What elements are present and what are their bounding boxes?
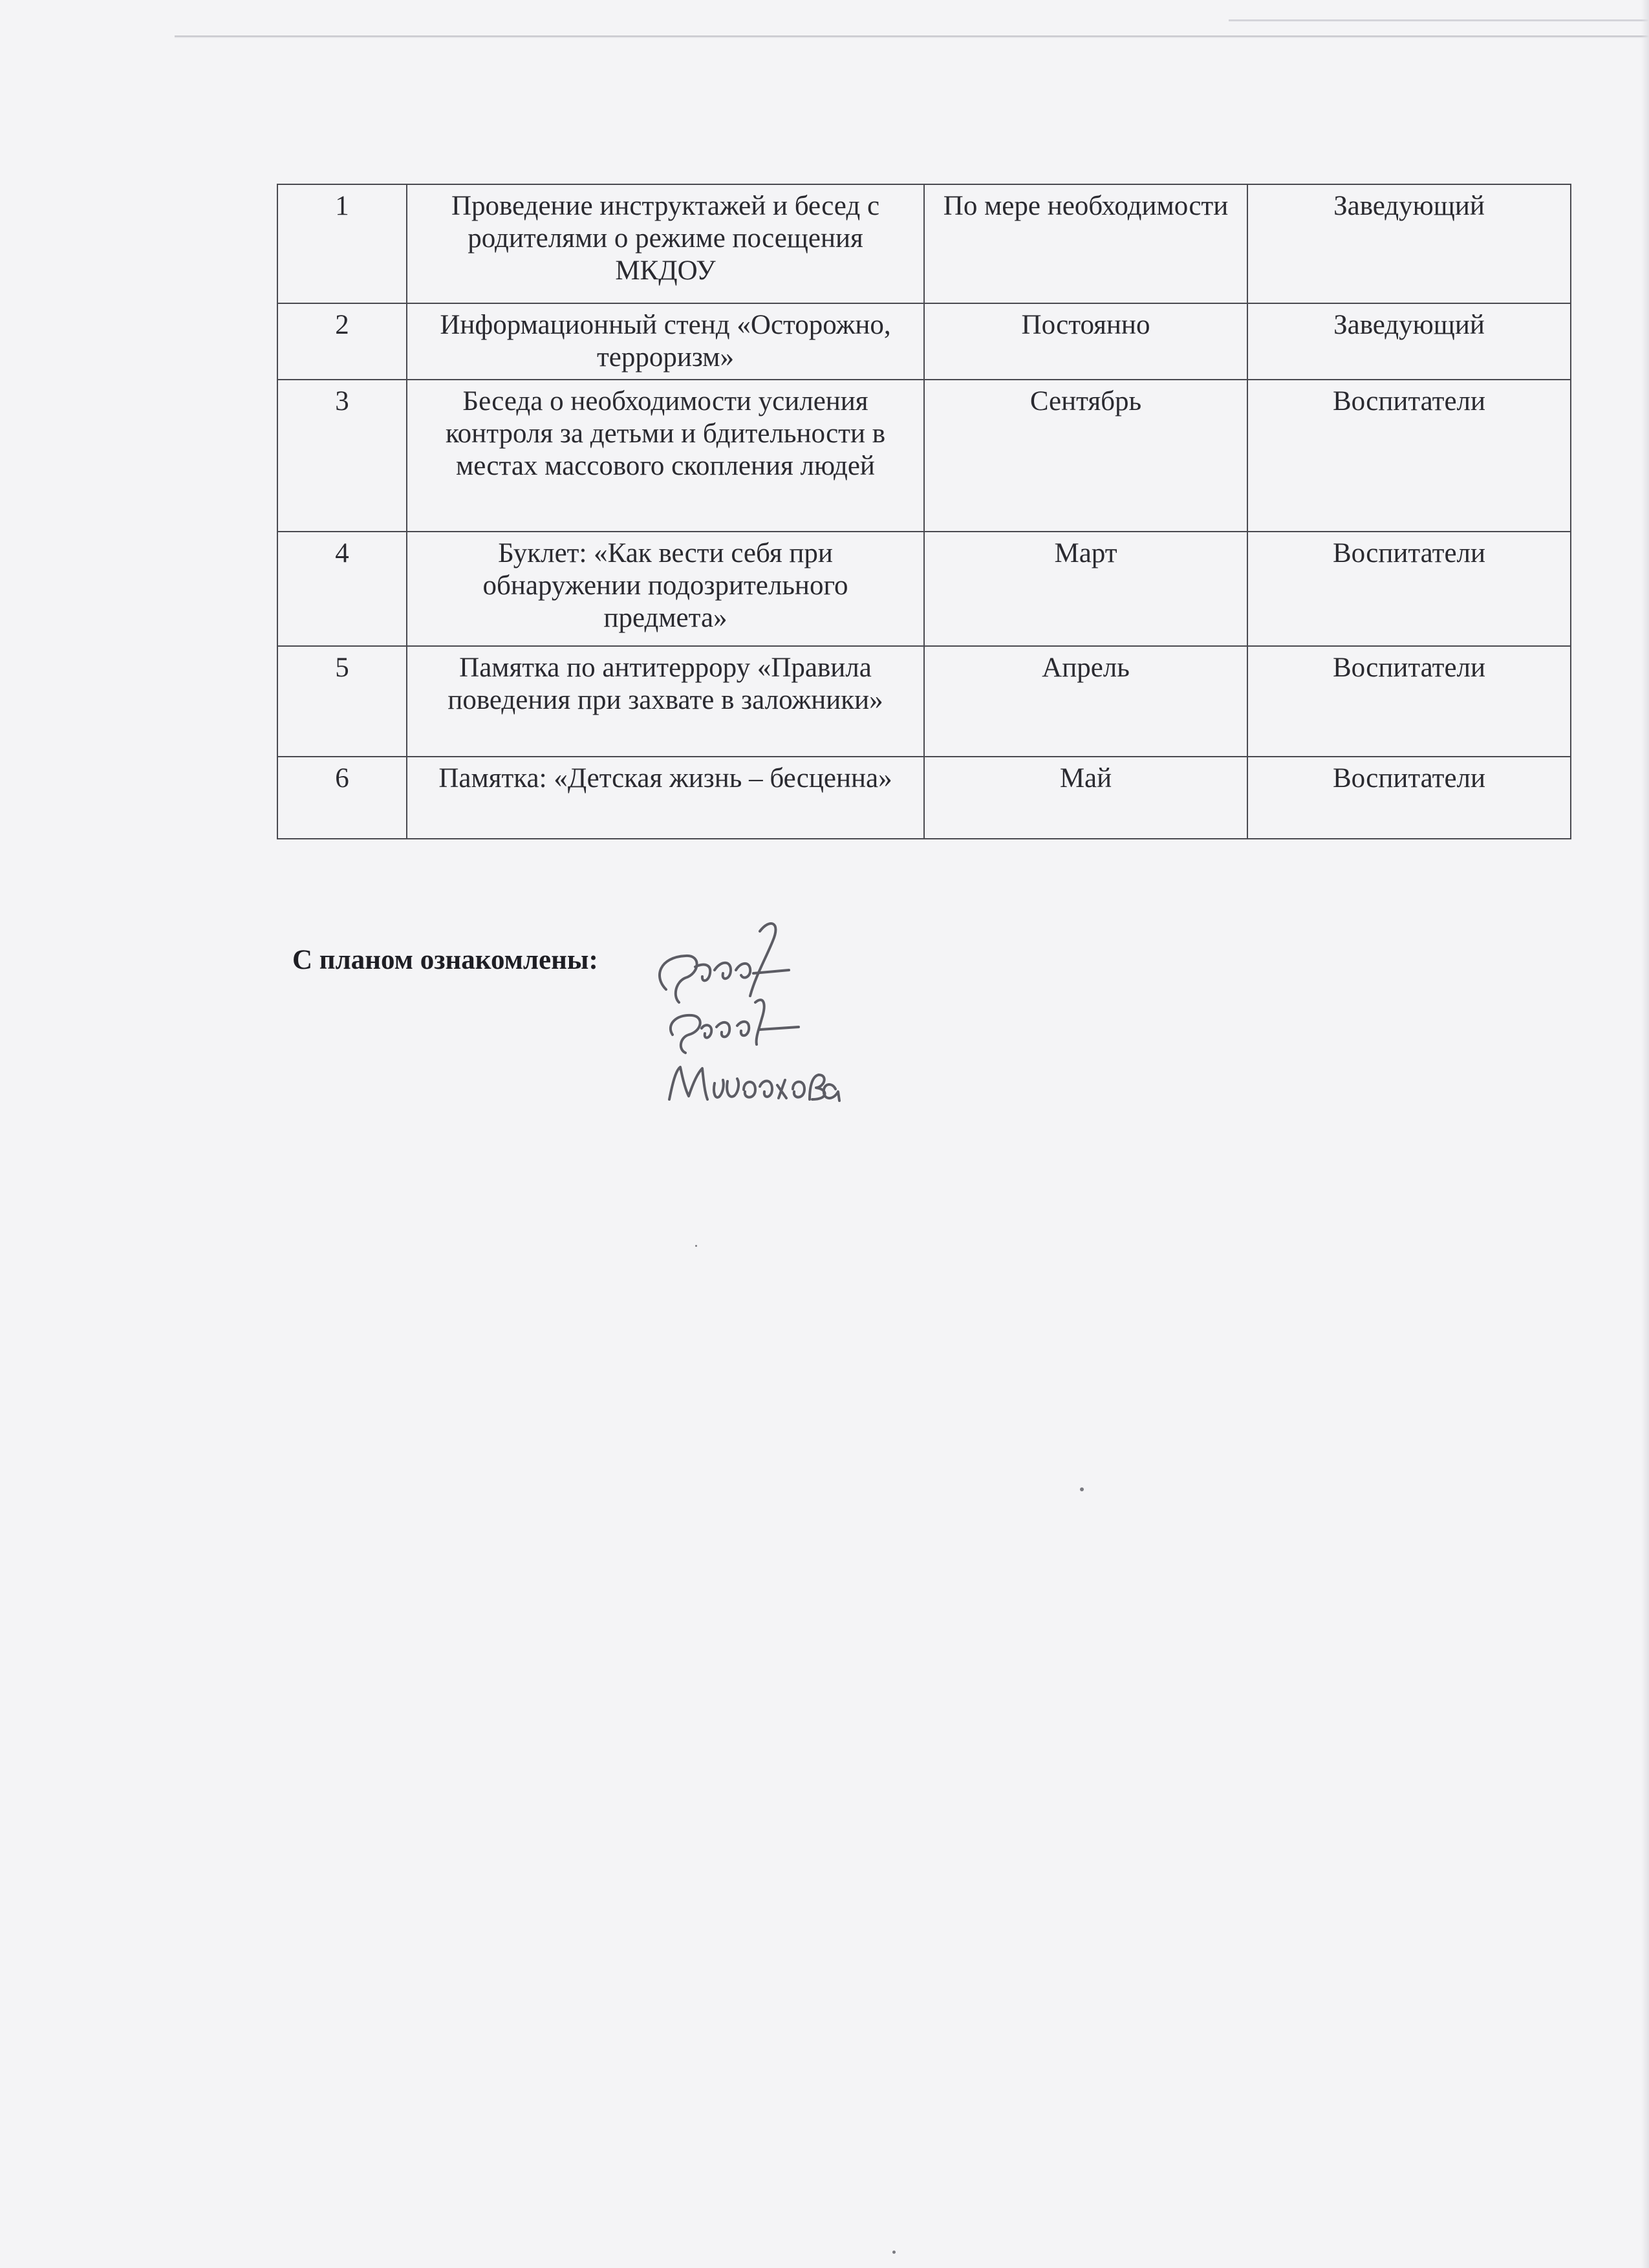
row-number: 4 [277,532,407,646]
event-timing: Март [924,532,1247,646]
scan-speck [892,2251,896,2254]
responsible-person: Воспитатели [1247,757,1571,839]
table-row [277,757,1571,839]
event-timing: Сентябрь [924,380,1247,532]
row-number: 6 [277,757,407,839]
handwritten-signatures [640,905,912,1119]
row-number: 1 [277,184,407,303]
table-row [277,380,1571,532]
table-row [277,303,1571,380]
scan-edge-top [175,36,1649,38]
plan-table [277,184,1571,839]
signature-1 [660,923,789,1002]
acknowledgement-caption: С планом ознакомлены: [292,945,598,975]
event-description: Проведение инструктажей и бесед с родителями о режиме посещения МКДОУ [407,184,924,303]
event-description: Буклет: «Как вести себя при обнаружении подозрительного предмета» [407,532,924,646]
responsible-person: Воспитатели [1247,646,1571,757]
event-timing: Апрель [924,646,1247,757]
responsible-person: Заведующий [1247,303,1571,380]
scan-speck [695,1245,697,1247]
responsible-person: Воспитатели [1247,380,1571,532]
row-number: 2 [277,303,407,380]
signature-2 [671,1000,799,1053]
event-timing: Постоянно [924,303,1247,380]
table-row [277,184,1571,303]
responsible-person: Заведующий [1247,184,1571,303]
scan-edge-top-secondary [1229,19,1649,21]
event-description: Памятка по антитеррору «Правила поведения при захвате в заложники» [407,646,924,757]
table-row [277,646,1571,757]
scan-speck [1080,1487,1084,1491]
scan-edge-right [1641,0,1649,2268]
event-description: Беседа о необходимости усиления контроля за детьми и бдительности в местах массового скопления людей [407,380,924,532]
row-number: 3 [277,380,407,532]
responsible-person: Воспитатели [1247,532,1571,646]
signature-3 [669,1067,839,1101]
table-row [277,532,1571,646]
event-description: Памятка: «Детская жизнь – бесценна» [407,757,924,839]
row-number: 5 [277,646,407,757]
event-description: Информационный стенд «Осторожно, терроризм» [407,303,924,380]
event-timing: По мере необходимости [924,184,1247,303]
event-timing: Май [924,757,1247,839]
